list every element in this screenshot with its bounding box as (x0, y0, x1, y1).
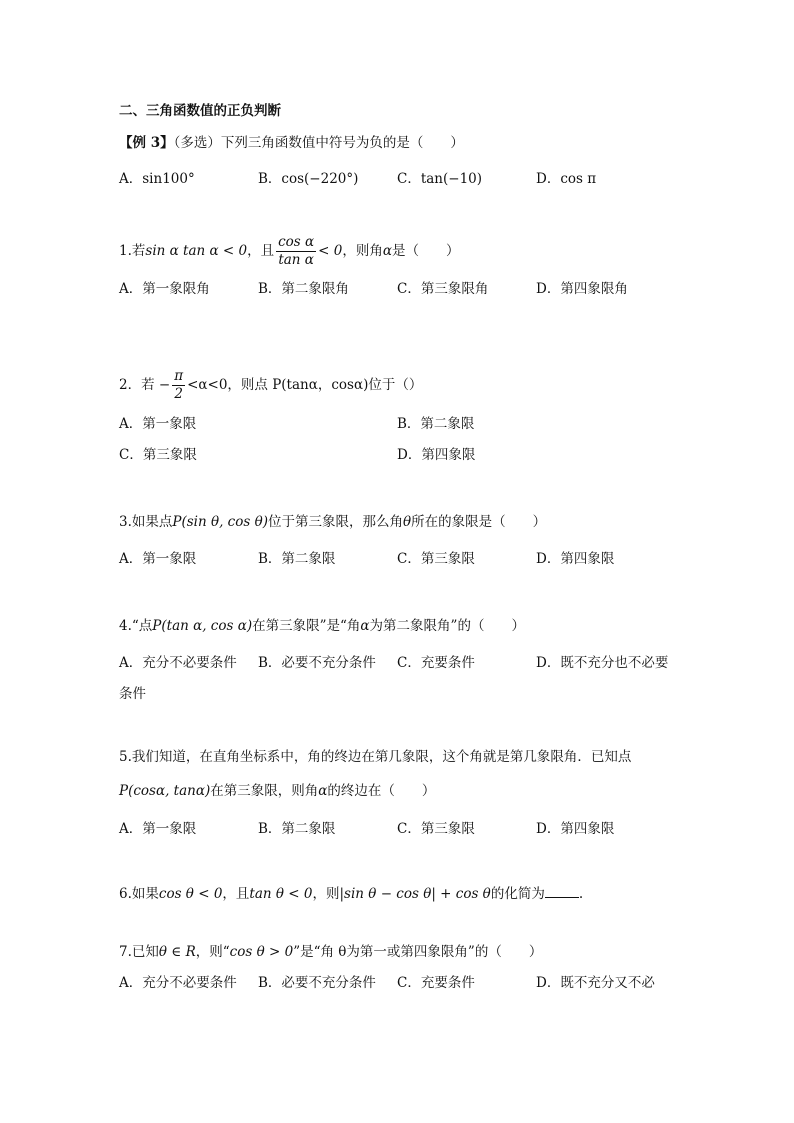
example-option-a: A．sin100° (119, 171, 195, 187)
q2-option-b: B．第二象限 (397, 416, 475, 432)
question-5-stem-cont: P(cosα, tanα)在第三象限，则角α的终边在（ ） (119, 783, 436, 799)
q4-option-d-wrap: 条件 (119, 686, 146, 702)
q5-option-a: A．第一象限 (119, 821, 197, 837)
q1-fraction: $\frac{\text{cos α}}{\text{tan α}}$ (278, 234, 315, 268)
q1-option-b: B．第二象限角 (258, 281, 349, 297)
q6-expression: |sin θ − cos θ| + cos θ (339, 886, 491, 902)
q3-option-c: C．第三象限 (397, 551, 475, 567)
q4-option-a: A．充分不必要条件 (119, 655, 237, 671)
example-option-b: B．cos(−220°) (258, 171, 359, 187)
question-1-stem: 1.若sin α tan α < 0，且 $\frac{\text{cos α}}{\text{tan α}}$ < 0，则角α是（ ） (119, 234, 460, 268)
q2-option-d: D．第四象限 (397, 447, 476, 463)
question-7-stem: 7.已知θ ∈ R，则“cos θ > 0”是“角 θ为第一或第四象限角”的（ ） (119, 944, 543, 960)
q1-option-d: D．第四象限角 (536, 281, 628, 297)
q7-option-a: A．充分不必要条件 (119, 975, 237, 991)
q3-option-a: A．第一象限 (119, 551, 197, 567)
q6-answer-blank (545, 884, 579, 898)
question-6-stem: 6.如果cos θ < 0，且tan θ < 0，则|sin θ − cos θ| + cos θ的化简为 . (119, 886, 584, 902)
q1-option-c: C．第三象限角 (397, 281, 489, 297)
q3-option-b: B．第二象限 (258, 551, 336, 567)
q4-option-c: C．充要条件 (397, 655, 475, 671)
q3-point: P(sin θ, cos θ) (172, 514, 268, 530)
q5-point: P(cosα, tanα) (119, 783, 211, 799)
q7-option-b: B．必要不充分条件 (258, 975, 376, 991)
question-3-stem: 3.如果点P(sin θ, cos θ)位于第三象限，那么角θ所在的象限是（ ） (119, 514, 547, 530)
q1-condition: sin α tan α < 0 (145, 243, 248, 259)
q5-option-c: C．第三象限 (397, 821, 475, 837)
q4-option-d: D．既不充分也不必要 (536, 655, 669, 671)
question-4-stem: 4.“点P(tan α, cos α)在第三象限”是“角α为第二象限角”的（ ） (119, 618, 525, 634)
q2-option-c: C．第三象限 (119, 447, 197, 463)
section-title: 二、三角函数值的正负判断 (119, 103, 281, 119)
q7-option-d: D．既不充分又不必 (536, 975, 655, 991)
q3-option-d: D．第四象限 (536, 551, 615, 567)
q7-option-c: C．充要条件 (397, 975, 475, 991)
q1-option-a: A．第一象限角 (119, 281, 210, 297)
q5-option-b: B．第二象限 (258, 821, 336, 837)
example-label: 【例 3】 (119, 135, 174, 151)
question-5-stem: 5.我们知道，在直角坐标系中，角的终边在第几象限，这个角就是第几象限角．已知点 (119, 749, 632, 765)
example-option-d: D．cos π (536, 171, 597, 187)
example-text: （多选）下列三角函数值中符号为负的是（ ） (173, 135, 464, 151)
q4-point: P(tan α, cos α) (152, 618, 253, 634)
q2-fraction: $\frac{\pi}{2}$ (174, 368, 184, 402)
q4-option-b: B．必要不充分条件 (258, 655, 376, 671)
q2-option-a: A．第一象限 (119, 416, 197, 432)
q5-option-d: D．第四象限 (536, 821, 615, 837)
example-3-stem (119, 133, 464, 153)
example-option-c: C．tan(−10) (397, 171, 483, 187)
question-2-stem: 2．若 − $\frac{\pi}{2}$ <α<0，则点 P(tanα，cosα)位于（） (119, 368, 423, 402)
